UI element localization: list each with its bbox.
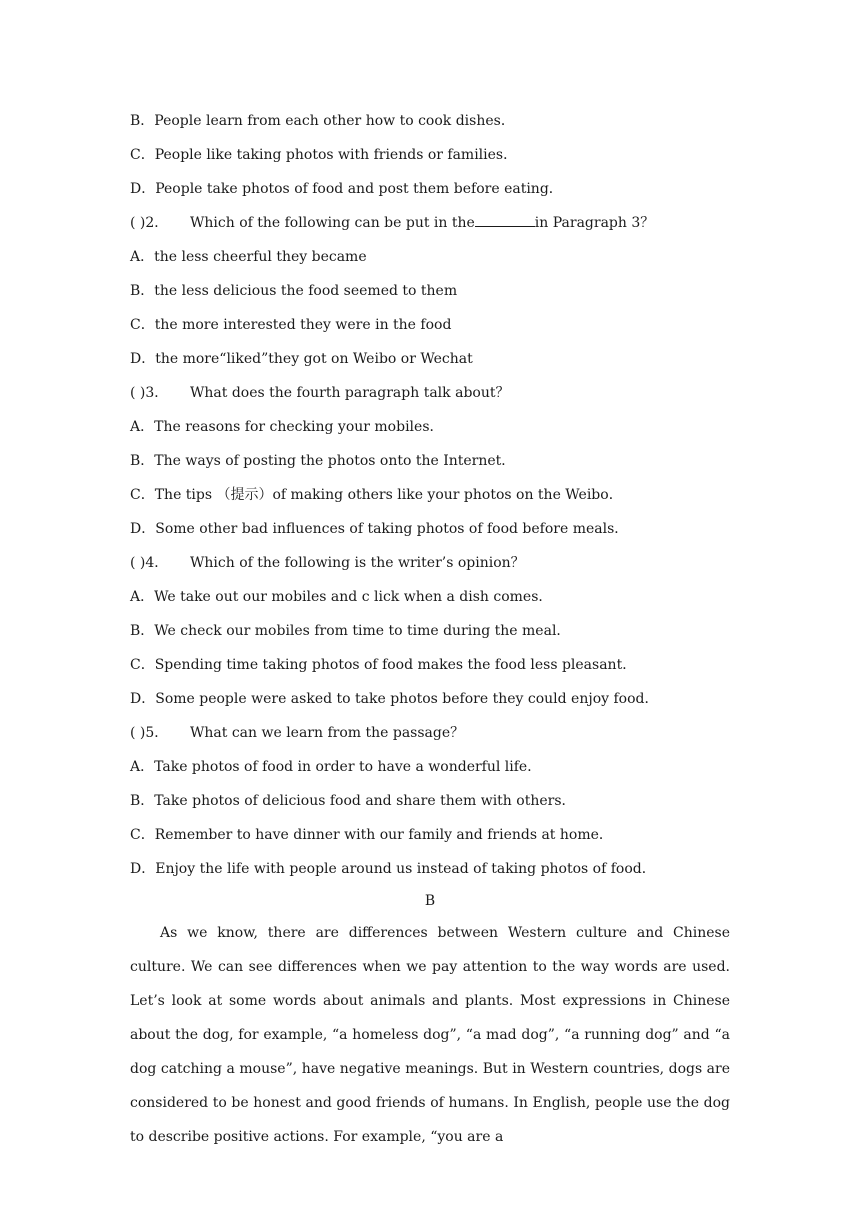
option-d: D．People take photos of food and post them before eating． [130,181,563,197]
question-text-end: in Paragraph 3？ [534,215,655,231]
option-c: C．Remember to have dinner with our family and friends at home． [130,827,613,843]
option-b: B．Take photos of delicious food and share them with others． [130,793,576,809]
option-b: B．The ways of posting the photos onto the Internet． [130,453,516,469]
question-3 [130,384,509,402]
option-c: C．Spending time taking photos of food makes the food less pleasant． [130,657,637,673]
option-b: B．People learn from each other how to cook dishes． [130,113,515,129]
question-4 [130,554,525,572]
answer-bracket: ( )4． [130,555,169,571]
question-2 [130,214,654,232]
answer-bracket: ( )3． [130,385,169,401]
fill-blank [475,214,535,227]
question-text: Which of the following can be put in the [190,215,475,231]
passage-paragraph: As we know, there are differences between Western culture and Chinese culture. We can see differences when we pay attention to the way words are used. Let’s look at some words about animals and plants. Most expressions in Chinese about the dog, for example, “a homeless dog”, “a mad dog”, “a running dog” and “a dog catching a mouse”, have negative meanings. But in Western countries, dogs are considered to be honest and good friends of humans. In English, people use the dog to describe positive actions. For example, “you are a [130,925,730,1145]
answer-bracket: ( )2． [130,215,169,231]
option-a: A．the less cheerful they became [130,249,367,265]
question-text: What can we learn from the passage？ [190,725,465,741]
option-a: A．We take out our mobiles and c lick when a dish comes． [130,589,553,605]
option-d: D．the more“liked”they got on Weibo or Wechat [130,351,473,367]
option-b: B．We check our mobiles from time to time during the meal． [130,623,571,639]
option-b: B．the less delicious the food seemed to them [130,283,458,299]
question-text: What does the fourth paragraph talk about？ [190,385,510,401]
option-c: C．People like taking photos with friends or families． [130,147,518,163]
option-c: C．the more interested they were in the food [130,317,452,333]
section-heading: B [424,893,436,909]
option-d: D．Some other bad influences of taking photos of food before meals． [130,521,629,537]
option-d: D．Some people were asked to take photos before they could enjoy food． [130,691,659,707]
question-5 [130,724,464,742]
answer-bracket: ( )5． [130,725,169,741]
question-text: Which of the following is the writer’s opinion？ [190,555,525,571]
option-d: D．Enjoy the life with people around us instead of taking photos of food． [130,861,656,877]
option-a: A．Take photos of food in order to have a wonderful life． [130,759,542,775]
option-a: A．The reasons for checking your mobiles． [130,419,444,435]
option-c: C．The tips （提示）of making others like your photos on the Weibo． [130,487,623,503]
